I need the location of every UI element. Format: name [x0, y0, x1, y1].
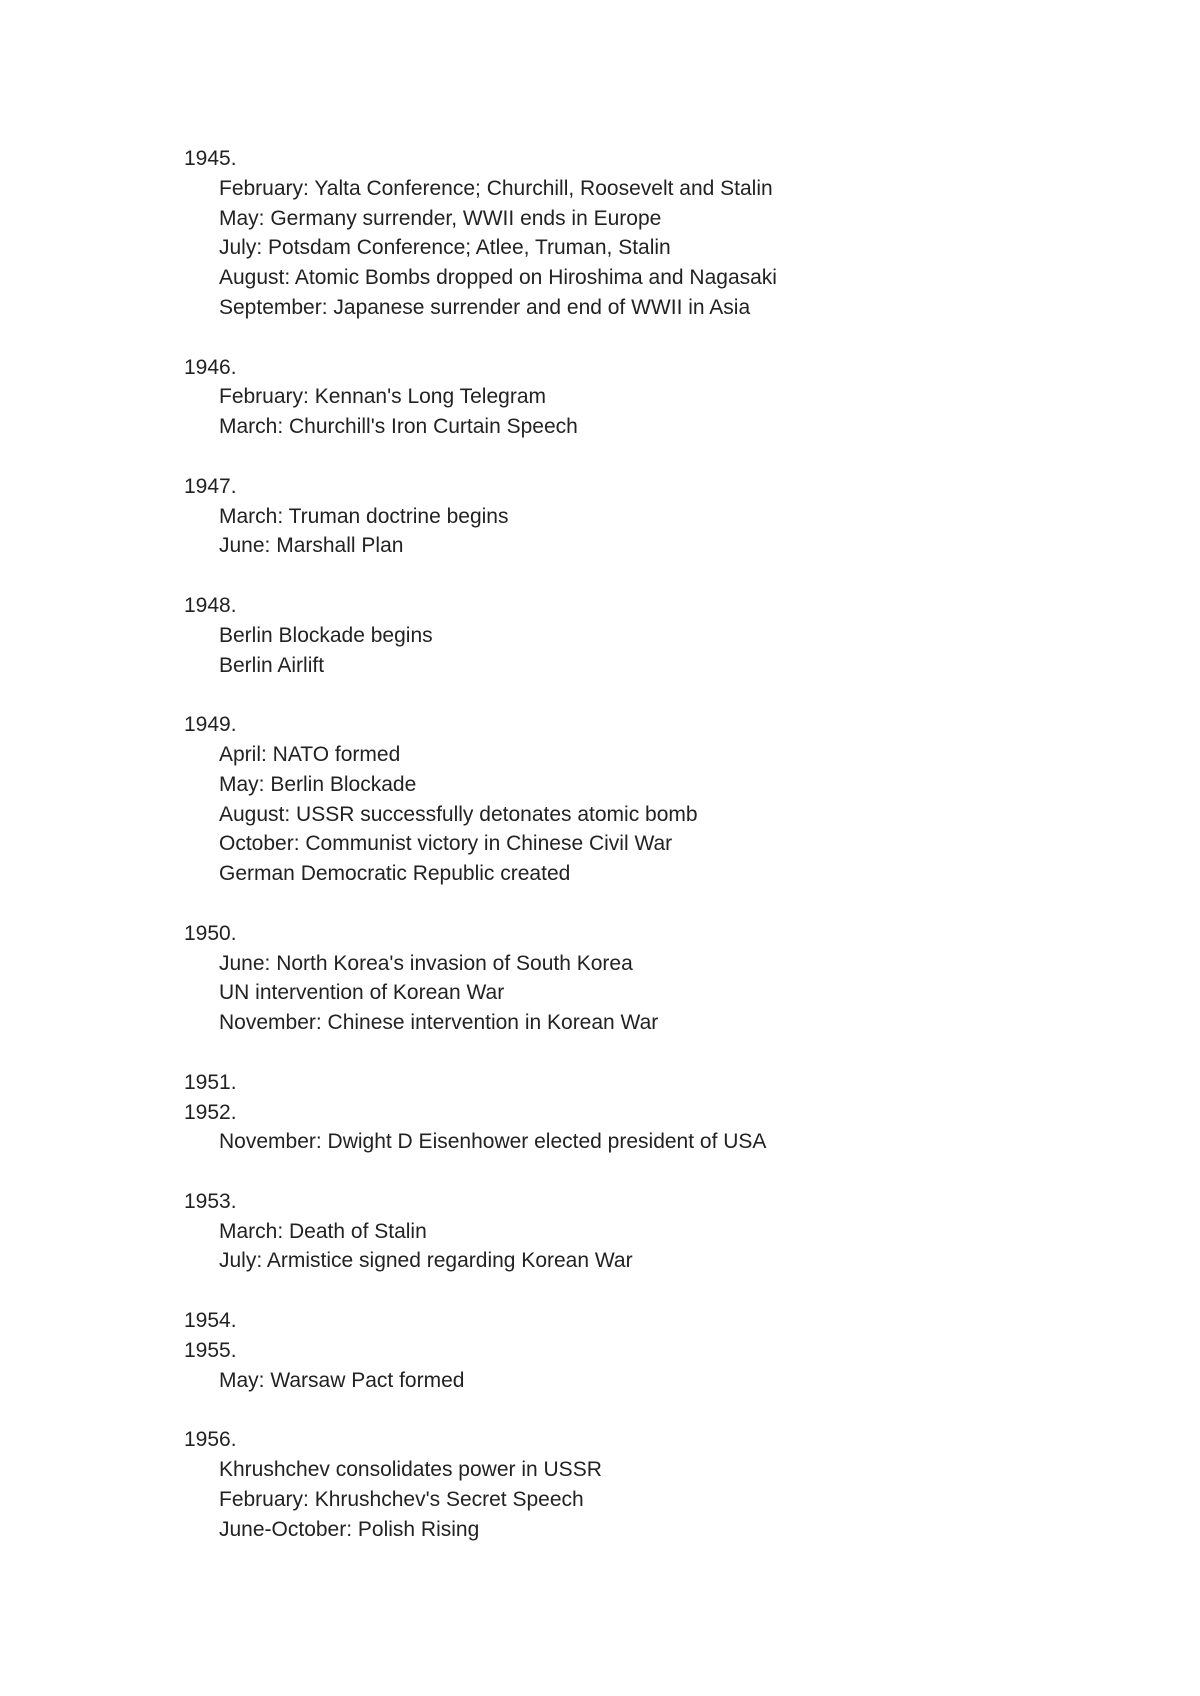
- event-item: May: Germany surrender, WWII ends in Europe: [219, 206, 662, 230]
- event-list: [184, 382, 1144, 442]
- year-heading: 1948.: [184, 593, 237, 617]
- year-heading: 1954.: [184, 1309, 237, 1333]
- event-list: [184, 1455, 1144, 1544]
- event-list: [184, 1127, 1144, 1157]
- event-item: September: Japanese surrender and end of WWII in Asia: [219, 295, 751, 319]
- year-heading: 1950.: [184, 921, 237, 945]
- event-list: [184, 502, 1144, 562]
- event-item: July: Armistice signed regarding Korean War: [219, 1249, 633, 1273]
- event-item: May: Berlin Blockade: [219, 772, 417, 796]
- event-item: November: Chinese intervention in Korean War: [219, 1011, 659, 1035]
- event-item: July: Potsdam Conference; Atlee, Truman, Stalin: [219, 236, 671, 260]
- section-gap: [184, 680, 1144, 710]
- section-gap: [184, 323, 1144, 353]
- year-heading: 1952.: [184, 1100, 237, 1124]
- section-gap: [184, 1276, 1144, 1306]
- event-item: April: NATO formed: [219, 742, 401, 766]
- year-heading: 1953.: [184, 1189, 237, 1213]
- year-section: [184, 1336, 1144, 1425]
- event-list: [184, 1366, 1144, 1396]
- event-item: Berlin Blockade begins: [219, 623, 433, 647]
- event-item: March: Truman doctrine begins: [219, 504, 509, 528]
- year-section: [184, 1068, 1144, 1098]
- event-item: August: USSR successfully detonates atomic bomb: [219, 802, 698, 826]
- section-gap: [184, 442, 1144, 472]
- event-item: October: Communist victory in Chinese Civil War: [219, 832, 673, 856]
- document-page: [184, 144, 1144, 1544]
- event-item: November: Dwight D Eisenhower elected president of USA: [219, 1130, 767, 1154]
- event-list: [184, 949, 1144, 1038]
- event-item: UN intervention of Korean War: [219, 981, 505, 1005]
- year-section: [184, 919, 1144, 1068]
- event-item: June: Marshall Plan: [219, 534, 404, 558]
- year-heading: 1956.: [184, 1428, 237, 1452]
- event-item: June-October: Polish Rising: [219, 1517, 480, 1541]
- section-gap: [184, 1395, 1144, 1425]
- year-section: [184, 591, 1144, 710]
- event-item: Khrushchev consolidates power in USSR: [219, 1458, 602, 1482]
- event-item: May: Warsaw Pact formed: [219, 1368, 465, 1392]
- year-section: [184, 353, 1144, 472]
- year-section: [184, 1187, 1144, 1306]
- year-heading: 1945.: [184, 147, 237, 170]
- event-item: August: Atomic Bombs dropped on Hiroshima and Nagasaki: [219, 266, 777, 290]
- event-list: [184, 174, 1144, 323]
- event-item: June: North Korea's invasion of South Korea: [219, 951, 633, 975]
- event-item: March: Death of Stalin: [219, 1219, 427, 1243]
- event-item: March: Churchill's Iron Curtain Speech: [219, 415, 578, 439]
- event-item: February: Kennan's Long Telegram: [219, 385, 546, 409]
- section-gap: [184, 561, 1144, 591]
- year-heading: 1951.: [184, 1070, 237, 1094]
- event-item: Berlin Airlift: [219, 653, 325, 677]
- event-list: [184, 621, 1144, 681]
- event-item: February: Yalta Conference; Churchill, Roosevelt and Stalin: [219, 176, 773, 200]
- section-gap: [184, 1038, 1144, 1068]
- event-item: February: Khrushchev's Secret Speech: [219, 1487, 584, 1511]
- year-section: [184, 472, 1144, 591]
- year-heading: 1955.: [184, 1338, 237, 1362]
- year-section: [184, 710, 1144, 919]
- year-section: [184, 1425, 1144, 1544]
- year-section: [184, 1098, 1144, 1187]
- year-heading: 1949.: [184, 713, 237, 737]
- event-item: German Democratic Republic created: [219, 862, 571, 886]
- event-list: [184, 1217, 1144, 1277]
- section-gap: [184, 889, 1144, 919]
- timeline: [184, 144, 1144, 1544]
- year-heading: 1947.: [184, 474, 237, 498]
- year-heading: 1946.: [184, 355, 237, 379]
- event-list: [184, 740, 1144, 889]
- year-section: [184, 144, 1144, 353]
- section-gap: [184, 1157, 1144, 1187]
- year-section: [184, 1306, 1144, 1336]
